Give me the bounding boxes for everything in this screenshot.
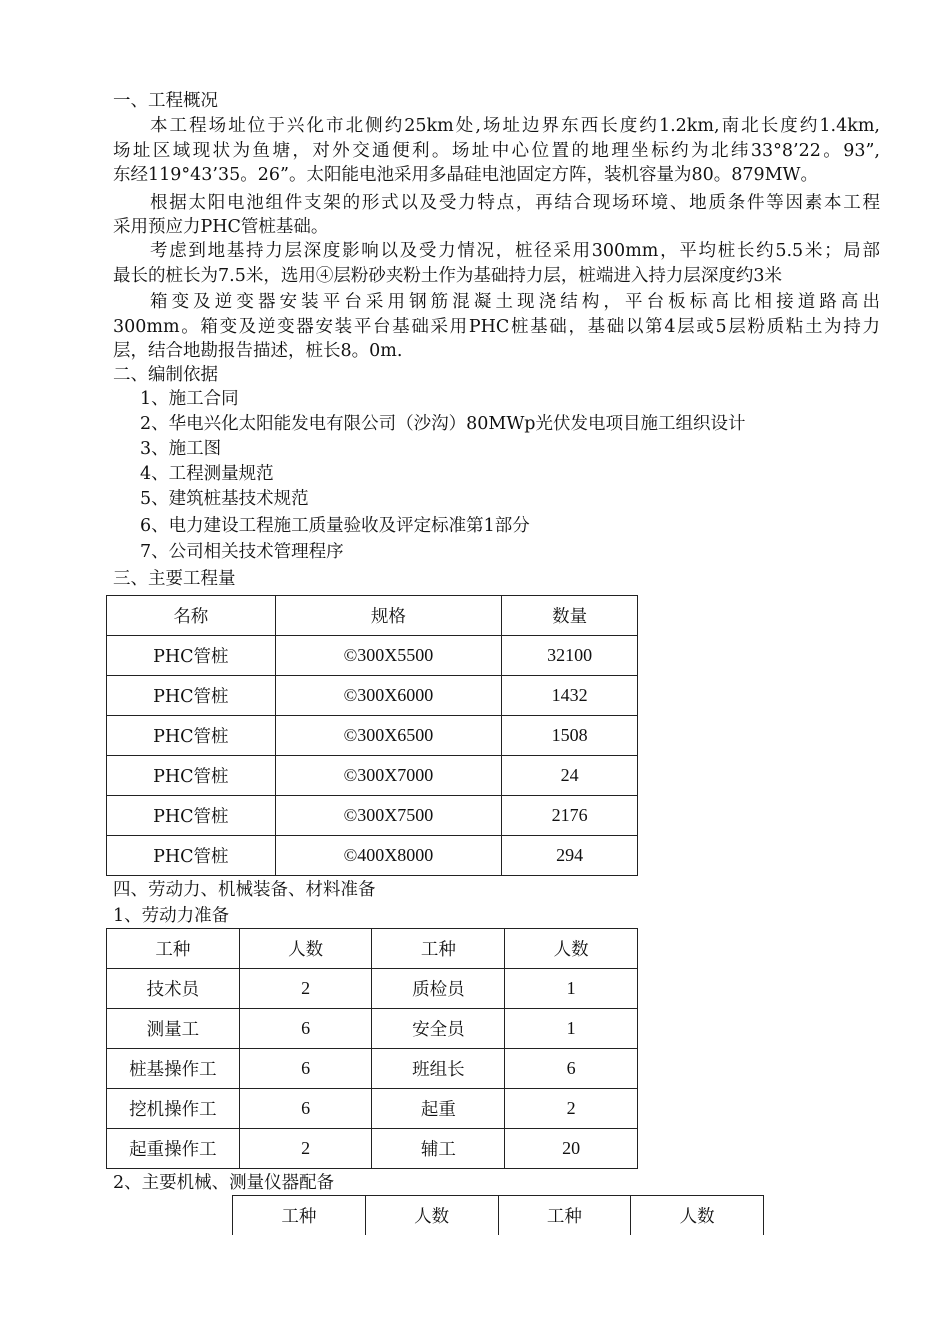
table-cell: 班组长 xyxy=(372,1049,505,1089)
overview-p2-line2: 采用预应力PHC管桩基础。 xyxy=(113,217,329,237)
equipment-table xyxy=(232,1195,764,1235)
overview-p1-line3: 东经119°43’35。26”。太阳能电池采用多晶硅电池固定方阵，装机容量为80。879MW。 xyxy=(113,165,819,185)
table-cell: 2 xyxy=(505,1089,638,1129)
basis-item-6: 6、电力建设工程施工质量验收及评定标准第1部分 xyxy=(140,516,530,536)
header-cell: 工种 xyxy=(498,1196,631,1236)
table-cell: 6 xyxy=(239,1089,372,1129)
header-cell: 人数 xyxy=(365,1196,498,1236)
basis-item-1: 1、施工合同 xyxy=(140,389,239,409)
table-cell: 辅工 xyxy=(372,1129,505,1169)
table-cell: 6 xyxy=(505,1049,638,1089)
table-row xyxy=(107,969,638,1009)
header-cell: 工种 xyxy=(233,1196,366,1236)
basis-item-4: 4、工程测量规范 xyxy=(140,464,274,484)
table-cell: 294 xyxy=(502,836,638,876)
table-cell: PHC管桩 xyxy=(107,676,276,716)
table-cell: 1 xyxy=(505,1009,638,1049)
table-cell: ©300X7500 xyxy=(275,796,502,836)
table-header-row xyxy=(233,1196,764,1236)
table-cell: PHC管桩 xyxy=(107,716,276,756)
table-cell: 质检员 xyxy=(372,969,505,1009)
table-cell: 2176 xyxy=(502,796,638,836)
table-cell: PHC管桩 xyxy=(107,796,276,836)
header-cell: 人数 xyxy=(239,929,372,969)
table-cell: ©300X7000 xyxy=(275,756,502,796)
table-cell: 2 xyxy=(239,969,372,1009)
table-row xyxy=(107,676,638,716)
header-cell: 名称 xyxy=(107,596,276,636)
table-cell: 24 xyxy=(502,756,638,796)
table-header-row xyxy=(107,596,638,636)
table-cell: 桩基操作工 xyxy=(107,1049,240,1089)
table-cell: ©300X6500 xyxy=(275,716,502,756)
table-row xyxy=(107,1089,638,1129)
table-row xyxy=(107,636,638,676)
table-cell: ©300X6000 xyxy=(275,676,502,716)
table-row xyxy=(107,836,638,876)
header-cell: 工种 xyxy=(107,929,240,969)
header-cell: 工种 xyxy=(372,929,505,969)
overview-p4-line1: 箱变及逆变器安装平台采用钢筋混凝土现浇结构，平台板标高比相接道路高出 xyxy=(150,292,880,312)
table-cell: PHC管桩 xyxy=(107,636,276,676)
basis-item-3: 3、施工图 xyxy=(140,439,222,459)
table-header-row xyxy=(107,929,638,969)
table-cell: 起重操作工 xyxy=(107,1129,240,1169)
header-cell: 人数 xyxy=(631,1196,764,1236)
header-cell: 规格 xyxy=(275,596,502,636)
labor-table xyxy=(106,928,638,1169)
overview-p2-line1: 根据太阳电池组件支架的形式以及受力特点，再结合现场环境、地质条件等因素本工程 xyxy=(150,193,880,213)
table-row xyxy=(107,1049,638,1089)
subheading-equipment: 2、主要机械、测量仪器配备 xyxy=(113,1173,335,1193)
table-row xyxy=(107,1009,638,1049)
overview-p1-line2: 场址区域现状为鱼塘，对外交通便利。场址中心位置的地理坐标约为北纬33°8’22。93”, xyxy=(113,141,880,161)
table-cell: PHC管桩 xyxy=(107,756,276,796)
table-cell: 2 xyxy=(239,1129,372,1169)
basis-item-7: 7、公司相关技术管理程序 xyxy=(140,542,344,562)
table-cell: 1508 xyxy=(502,716,638,756)
table-cell: 挖机操作工 xyxy=(107,1089,240,1129)
table-row xyxy=(107,756,638,796)
table-cell: 32100 xyxy=(502,636,638,676)
table-cell: 技术员 xyxy=(107,969,240,1009)
header-cell: 人数 xyxy=(505,929,638,969)
table-cell: ©400X8000 xyxy=(275,836,502,876)
table-cell: 20 xyxy=(505,1129,638,1169)
quantities-table xyxy=(106,595,638,876)
basis-item-5: 5、建筑桩基技术规范 xyxy=(140,489,309,509)
section-heading-resources: 四、劳动力、机械装备、材料准备 xyxy=(113,880,376,900)
section-heading-basis: 二、编制依据 xyxy=(113,365,218,385)
table-cell: PHC管桩 xyxy=(107,836,276,876)
overview-p3-line2: 最长的桩长为7.5米，选用④层粉砂夹粉土作为基础持力层，桩端进入持力层深度约3米 xyxy=(113,266,782,286)
header-cell: 数量 xyxy=(502,596,638,636)
overview-p1-line1: 本工程场址位于兴化市北侧约25km处,场址边界东西长度约1.2km,南北长度约1.4km, xyxy=(150,116,880,136)
table-cell: 1432 xyxy=(502,676,638,716)
overview-p4-line2: 300mm。箱变及逆变器安装平台基础采用PHC桩基础，基础以第4层或5层粉质粘土为持力 xyxy=(113,317,880,337)
basis-item-2: 2、华电兴化太阳能发电有限公司（沙沟）80MWp光伏发电项目施工组织设计 xyxy=(140,414,746,434)
table-cell: 1 xyxy=(505,969,638,1009)
overview-p3-line1: 考虑到地基持力层深度影响以及受力情况，桩径采用300mm，平均桩长约5.5米；局部 xyxy=(150,241,880,261)
table-cell: 安全员 xyxy=(372,1009,505,1049)
section-heading-quantities: 三、主要工程量 xyxy=(113,569,236,589)
table-row xyxy=(107,796,638,836)
table-cell: ©300X5500 xyxy=(275,636,502,676)
overview-p4-line3: 层，结合地勘报告描述，桩长8。0m. xyxy=(113,341,403,361)
table-cell: 起重 xyxy=(372,1089,505,1129)
table-cell: 6 xyxy=(239,1049,372,1089)
table-row xyxy=(107,716,638,756)
table-row xyxy=(107,1129,638,1169)
table-cell: 测量工 xyxy=(107,1009,240,1049)
section-heading-overview: 一、工程概况 xyxy=(113,91,218,111)
table-cell: 6 xyxy=(239,1009,372,1049)
subheading-labor: 1、劳动力准备 xyxy=(113,906,230,926)
